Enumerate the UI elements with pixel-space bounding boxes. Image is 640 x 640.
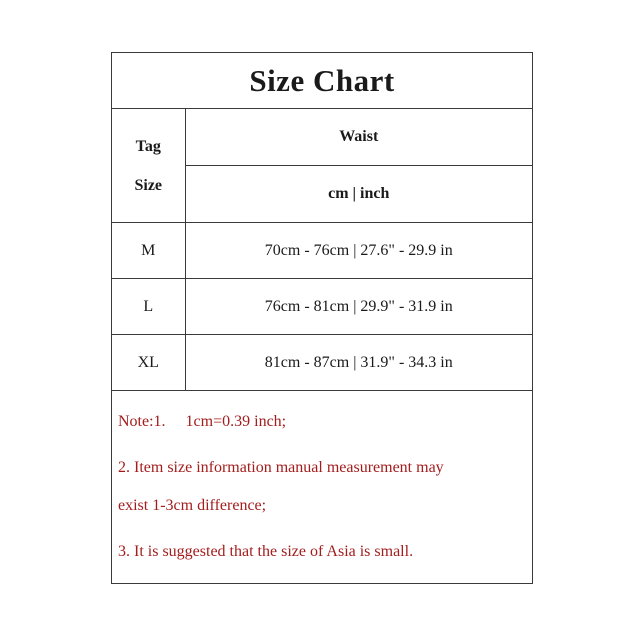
- size-chart: [111, 52, 533, 584]
- table-row: [112, 223, 532, 279]
- tag-header-line1: Tag: [135, 137, 161, 155]
- note-3: 3. It is suggested that the size of Asia is small.: [118, 543, 414, 560]
- note-1-text: 1cm=0.39 inch;: [185, 413, 287, 430]
- note-1-prefix: Note:1.: [118, 413, 166, 430]
- waist-header: Waist: [185, 109, 532, 166]
- size-cell: M: [112, 223, 185, 279]
- waist-cell: 76cm - 81cm | 29.9" - 31.9 in: [185, 279, 532, 335]
- chart-title: Size Chart: [112, 53, 532, 109]
- unit-header: cm | inch: [185, 166, 532, 223]
- waist-cell: 81cm - 87cm | 31.9" - 34.3 in: [185, 335, 532, 391]
- tag-header-line2: Size: [134, 176, 163, 194]
- table-header-row: [112, 109, 532, 166]
- table-row: [112, 335, 532, 391]
- note-2-line2: exist 1-3cm difference;: [118, 497, 267, 514]
- size-table: [112, 109, 532, 391]
- note-2-line1: 2. Item size information manual measurement may: [118, 459, 444, 476]
- size-cell: XL: [112, 335, 185, 391]
- table-row: [112, 279, 532, 335]
- waist-cell: 70cm - 76cm | 27.6" - 29.9 in: [185, 223, 532, 279]
- size-cell: L: [112, 279, 185, 335]
- tag-size-header: [112, 109, 185, 223]
- note-1: [118, 413, 286, 431]
